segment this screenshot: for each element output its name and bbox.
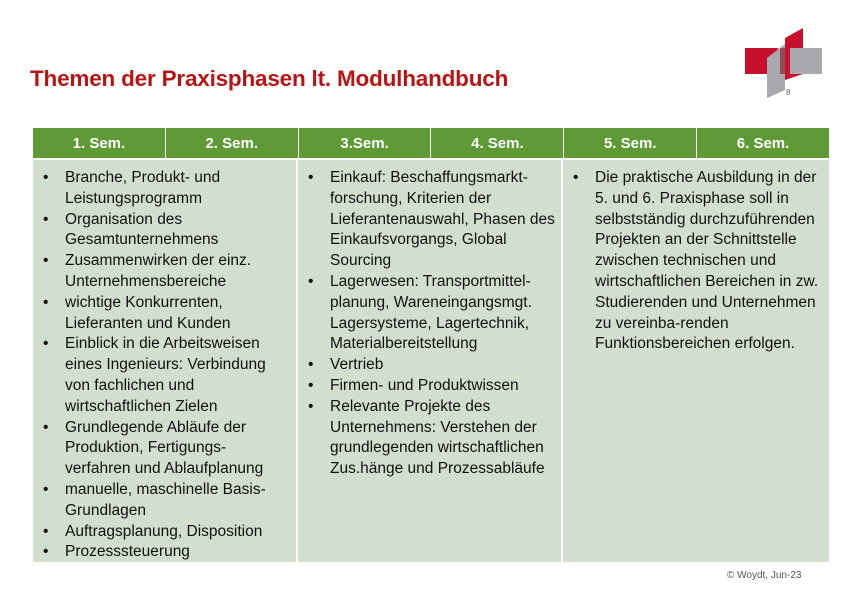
semester-1-2-list [39, 168, 290, 563]
slide-title: Themen der Praxisphasen lt. Modulhandbuch [30, 66, 509, 91]
header-sem-1: 1. Sem. [33, 128, 166, 158]
semester-3-4-cell [298, 160, 563, 562]
header-sem-3: 3.Sem. [299, 128, 432, 158]
list-item: • Organisation des Gesamtunternehmens [39, 210, 290, 252]
list-item: • Prozesssteuerung [39, 542, 290, 563]
semester-1-2-cell [33, 160, 298, 562]
header-sem-5: 5. Sem. [564, 128, 697, 158]
list-item: • Die praktische Ausbildung in der 5. und 6. Praxisphase soll in selbstständig durchzuführenden Projekten an der Schnittstelle zwischen technischen und wirtschaftlichen Bereichen in zw. Studierenden und Unternehmen zu vereinba-renden Funktionsbereichen erfolgen. [569, 168, 823, 355]
header-sem-2: 2. Sem. [166, 128, 299, 158]
list-item: • Firmen- und Produktwissen [304, 376, 555, 397]
list-item: • Vertrieb [304, 355, 555, 376]
modules-table [33, 128, 829, 562]
list-item: • Grundlegende Abläufe der Produktion, Fertigungs-verfahren und Ablaufplanung [39, 418, 290, 480]
list-item: • Branche, Produkt- und Leistungsprogramm [39, 168, 290, 210]
page-number: 8 [786, 88, 791, 97]
header-sem-4: 4. Sem. [431, 128, 564, 158]
logo-icon [740, 28, 825, 98]
list-item: • Zusammenwirken der einz. Unternehmensbereiche [39, 251, 290, 293]
semester-5-6-cell [563, 160, 829, 562]
list-item: • Auftragsplanung, Disposition [39, 522, 290, 543]
list-item: • wichtige Konkurrenten, Lieferanten und Kunden [39, 293, 290, 335]
list-item: • Lagerwesen: Transportmittel-planung, Wareneingangsmgt. Lagersysteme, Lagertechnik, Materialbereitstellung [304, 272, 555, 355]
header-sem-6: 6. Sem. [697, 128, 829, 158]
semester-3-4-list [304, 168, 555, 480]
semester-5-6-list [569, 168, 823, 355]
table-body-row [33, 160, 829, 562]
list-item: • Relevante Projekte des Unternehmens: Verstehen der grundlegenden wirtschaftlichen Zus.hänge und Prozessabläufe [304, 397, 555, 480]
table-header-row [33, 128, 829, 158]
copyright-footer: © Woydt, Jun-23 [727, 570, 802, 581]
list-item: • Einblick in die Arbeitsweisen eines Ingenieurs: Verbindung von fachlichen und wirtschaftlichen Zielen [39, 334, 290, 417]
list-item: • Einkauf: Beschaffungsmarkt-forschung, Kriterien der Lieferantenauswahl, Phasen des Einkaufsvorgangs, Global Sourcing [304, 168, 555, 272]
list-item: • manuelle, maschinelle Basis-Grundlagen [39, 480, 290, 522]
